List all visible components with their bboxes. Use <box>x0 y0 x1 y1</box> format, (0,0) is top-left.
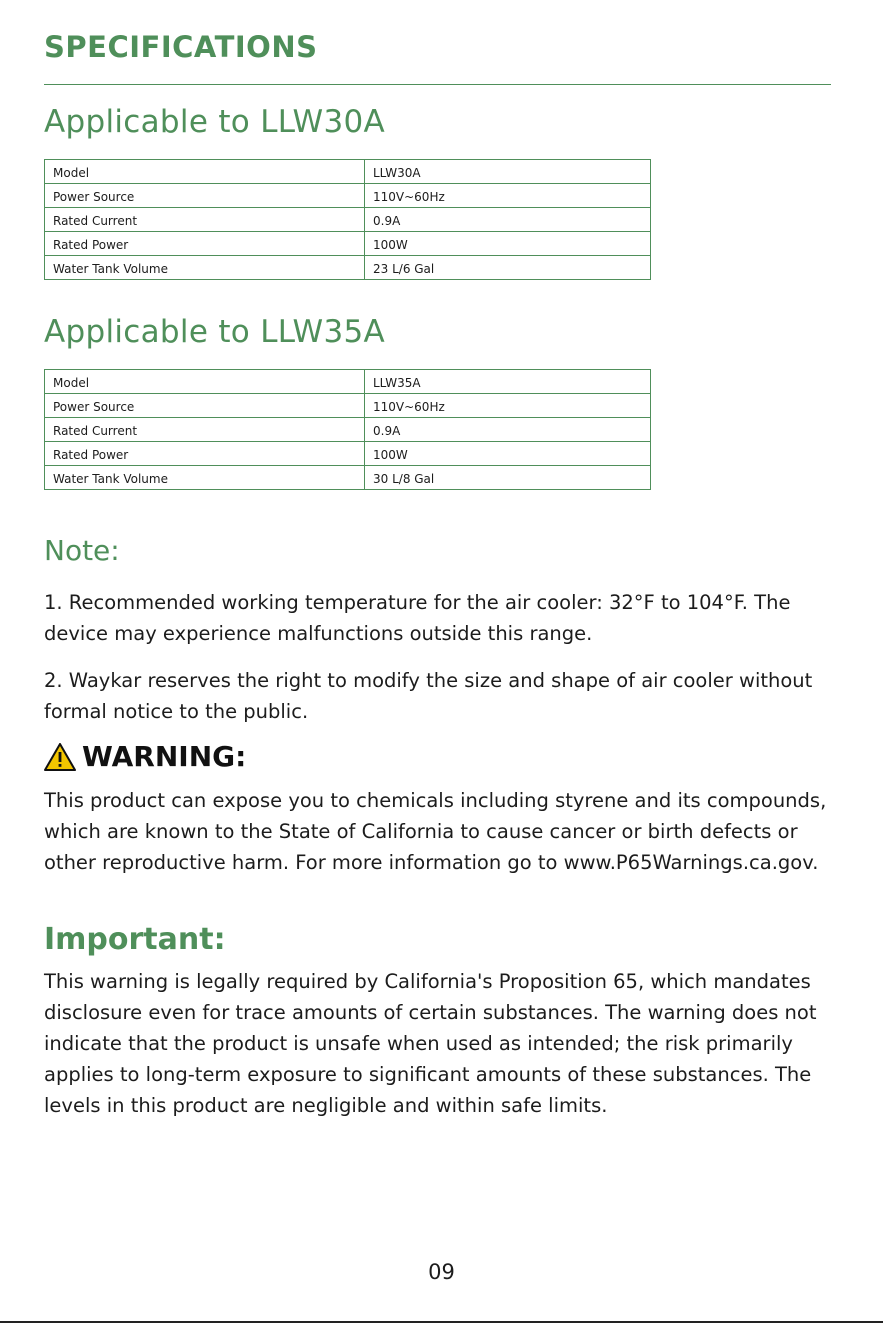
warning-text: This product can expose you to chemicals including styrene and its compounds, which are known to the State of California to cause cancer or birth defects or other reproductive harm. For more information go to www.P65Warnings.ca.gov. <box>44 789 827 874</box>
page-title: SPECIFICATIONS <box>44 30 318 64</box>
table-cell-label: Water Tank Volume <box>45 466 365 490</box>
table-row <box>45 232 651 256</box>
page-number: 09 <box>428 1260 455 1284</box>
table-row <box>45 160 651 184</box>
note-heading: Note: <box>44 534 120 567</box>
table-cell-value: 0.9A <box>365 418 651 442</box>
note-item-2: 2. Waykar reserves the right to modify the size and shape of air cooler without formal notice to the public. <box>44 669 813 723</box>
table-cell-label: Power Source <box>45 184 365 208</box>
table-cell-label: Model <box>45 370 365 394</box>
table-row <box>45 466 651 490</box>
note-item-1: 1. Recommended working temperature for the air cooler: 32°F to 104°F. The device may experience malfunctions outside this range. <box>44 591 791 645</box>
spec-table-llw35a <box>44 369 651 490</box>
important-text: This warning is legally required by California's Proposition 65, which mandates disclosure even for trace amounts of certain substances. The warning does not indicate that the product is unsafe when used as intended; the risk primarily applies to long-term exposure to significant amounts of these substances. The levels in this product are negligible and within safe limits. <box>44 970 817 1117</box>
section-heading-llw30a: Applicable to LLW30A <box>44 104 386 140</box>
table-cell-value: 0.9A <box>365 208 651 232</box>
table-cell-value: 110V~60Hz <box>365 184 651 208</box>
title-divider <box>44 84 831 85</box>
table-cell-label: Rated Current <box>45 418 365 442</box>
table-cell-label: Rated Current <box>45 208 365 232</box>
warning-heading-text: WARNING: <box>82 740 247 773</box>
table-cell-label: Water Tank Volume <box>45 256 365 280</box>
important-heading: Important: <box>44 922 226 957</box>
table-row <box>45 442 651 466</box>
table-row <box>45 394 651 418</box>
table-cell-label: Rated Power <box>45 232 365 256</box>
table-cell-value: 110V~60Hz <box>365 394 651 418</box>
table-cell-label: Power Source <box>45 394 365 418</box>
table-cell-value: 100W <box>365 232 651 256</box>
table-row <box>45 370 651 394</box>
table-cell-label: Model <box>45 160 365 184</box>
table-row <box>45 418 651 442</box>
section-heading-llw35a: Applicable to LLW35A <box>44 314 386 350</box>
table-cell-value: LLW35A <box>365 370 651 394</box>
table-cell-label: Rated Power <box>45 442 365 466</box>
table-cell-value: 100W <box>365 442 651 466</box>
bottom-divider <box>0 1321 883 1323</box>
table-cell-value: 23 L/6 Gal <box>365 256 651 280</box>
spec-table-llw30a <box>44 159 651 280</box>
table-row <box>45 208 651 232</box>
table-cell-value: 30 L/8 Gal <box>365 466 651 490</box>
table-cell-value: LLW30A <box>365 160 651 184</box>
warning-heading <box>44 740 246 773</box>
table-row <box>45 184 651 208</box>
table-row <box>45 256 651 280</box>
warning-triangle-icon <box>44 743 76 771</box>
